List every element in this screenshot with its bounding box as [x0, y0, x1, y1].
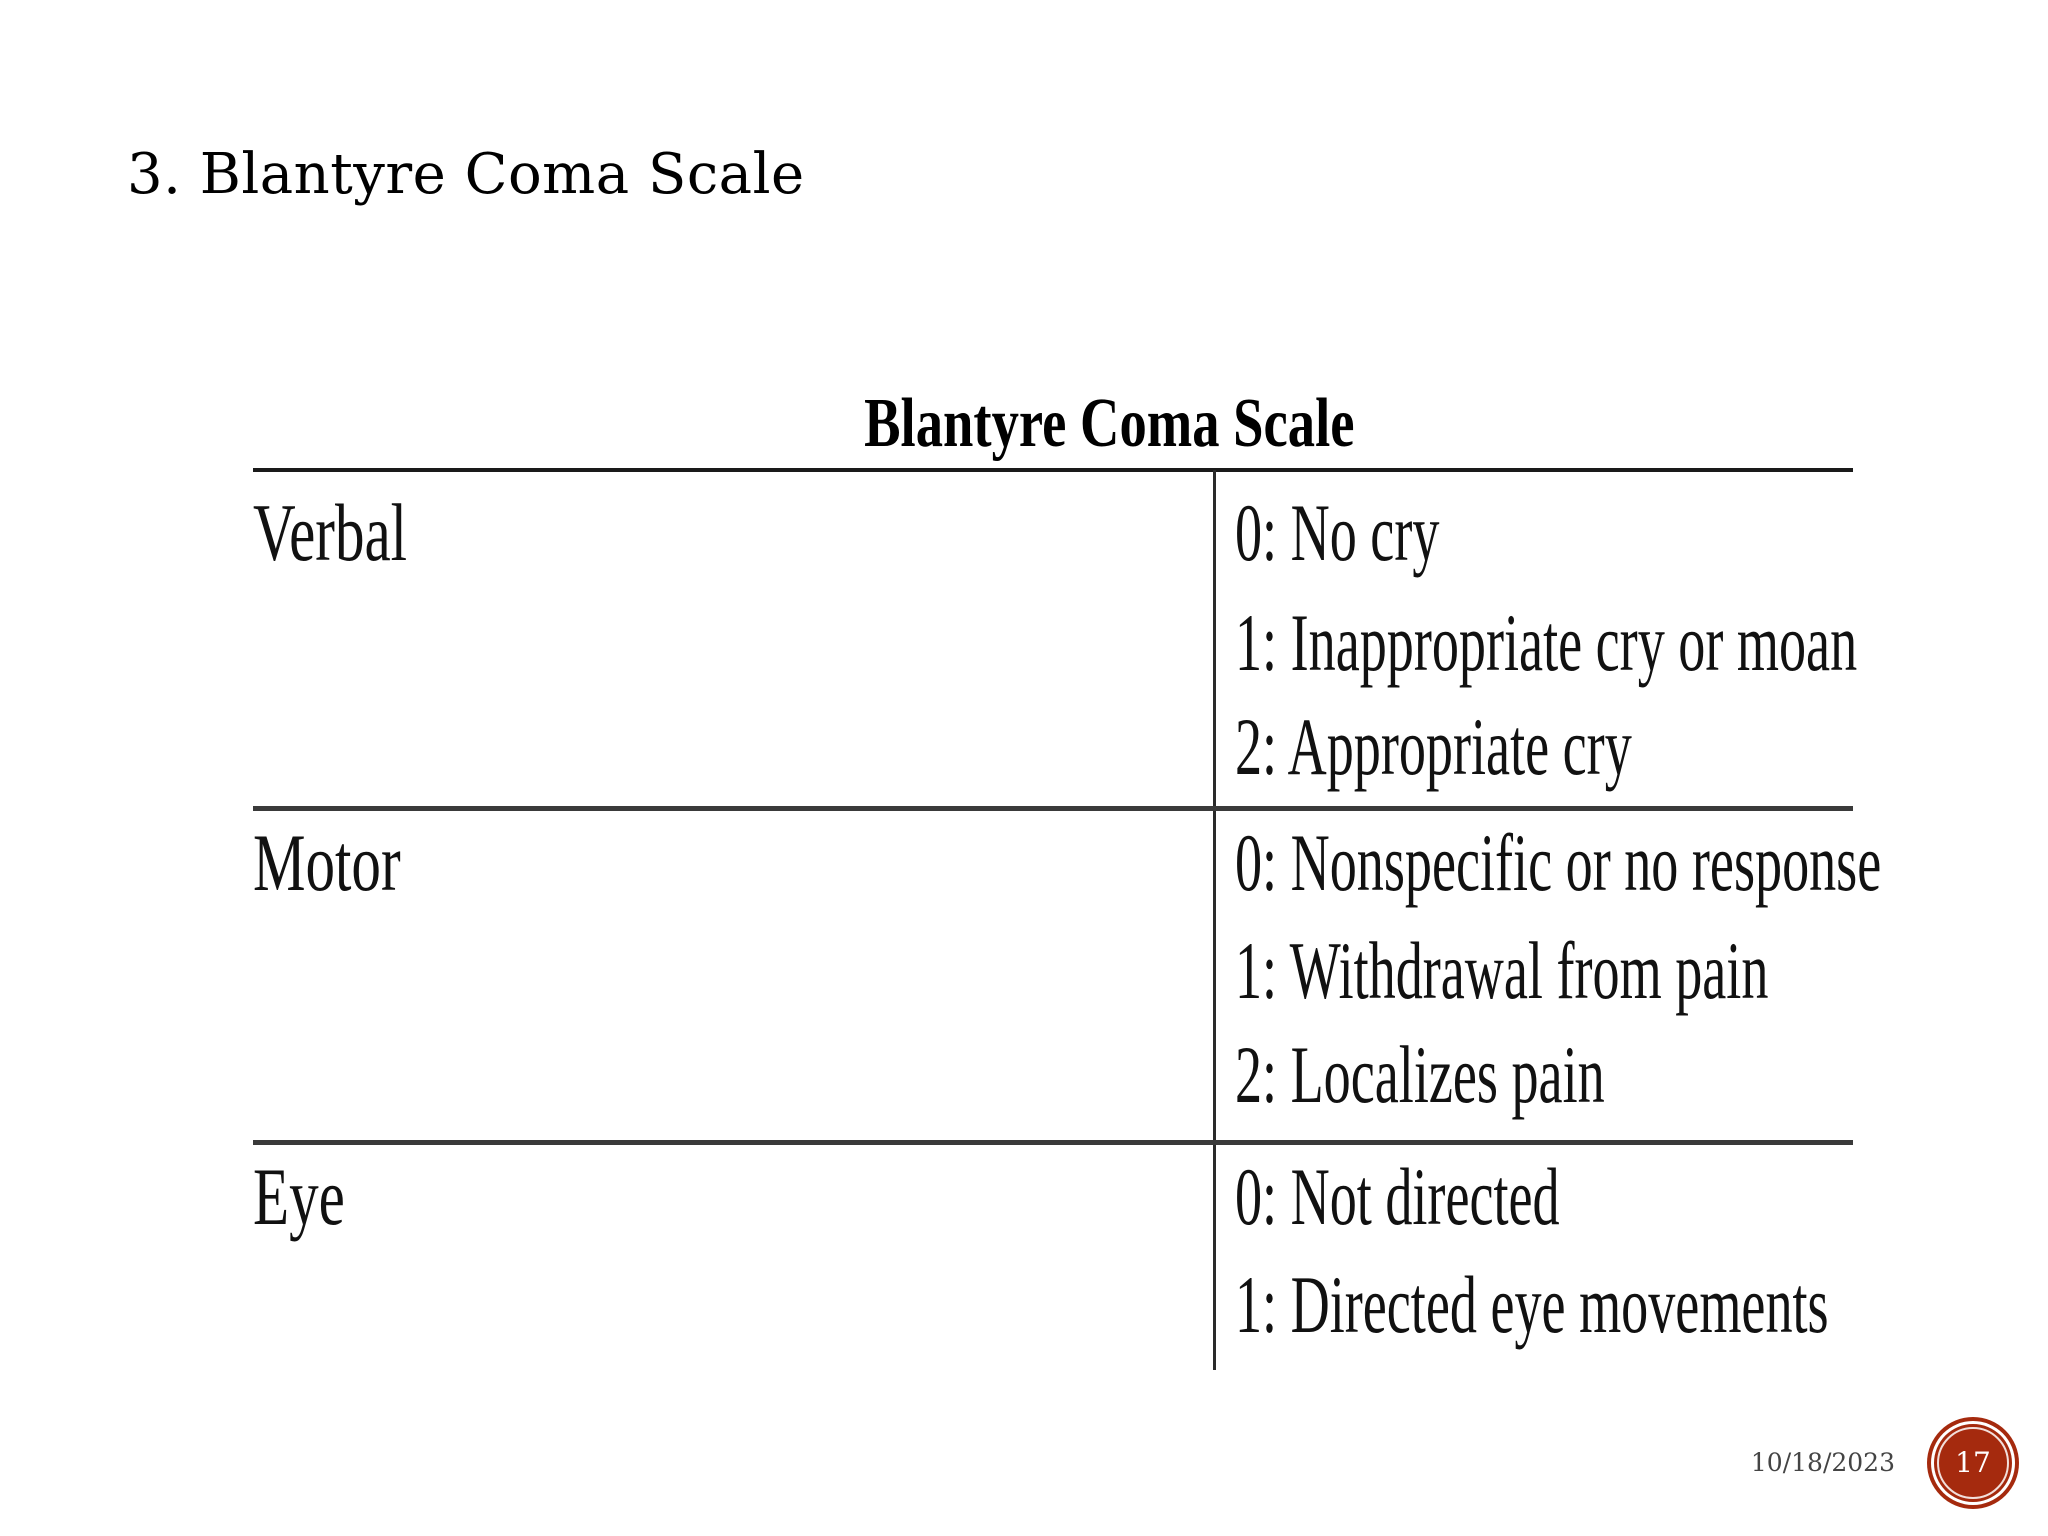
category-verbal: Verbal [253, 487, 408, 578]
category-eye: Eye [253, 1151, 345, 1242]
category-motor: Motor [253, 817, 401, 908]
figure-title: Blantyre Coma Scale [864, 385, 1355, 462]
option-eye-1: 1: Directed eye movements [1235, 1259, 1829, 1350]
option-eye-0: 0: Not directed [1235, 1151, 1560, 1242]
option-motor-1: 1: Withdrawal from pain [1235, 925, 1769, 1016]
page-number-badge [1931, 1421, 2015, 1505]
option-verbal-0: 0: No cry [1235, 487, 1440, 578]
option-motor-0: 0: Nonspecific or no response [1235, 817, 1882, 908]
option-motor-2: 2: Localizes pain [1235, 1029, 1605, 1120]
blantyre-scale-figure [253, 380, 1882, 1370]
table-top-rule [253, 468, 1853, 472]
page-number: 17 [1955, 1446, 1991, 1479]
table-column-divider [1213, 470, 1216, 1370]
footer-date: 10/18/2023 [1750, 1448, 1895, 1477]
slide-title: 3. Blantyre Coma Scale [127, 142, 805, 207]
table-row-separator [253, 1140, 1853, 1145]
table-row-separator [253, 806, 1853, 811]
option-verbal-2: 2: Appropriate cry [1235, 701, 1632, 792]
option-verbal-1: 1: Inappropriate cry or moan [1235, 597, 1858, 688]
